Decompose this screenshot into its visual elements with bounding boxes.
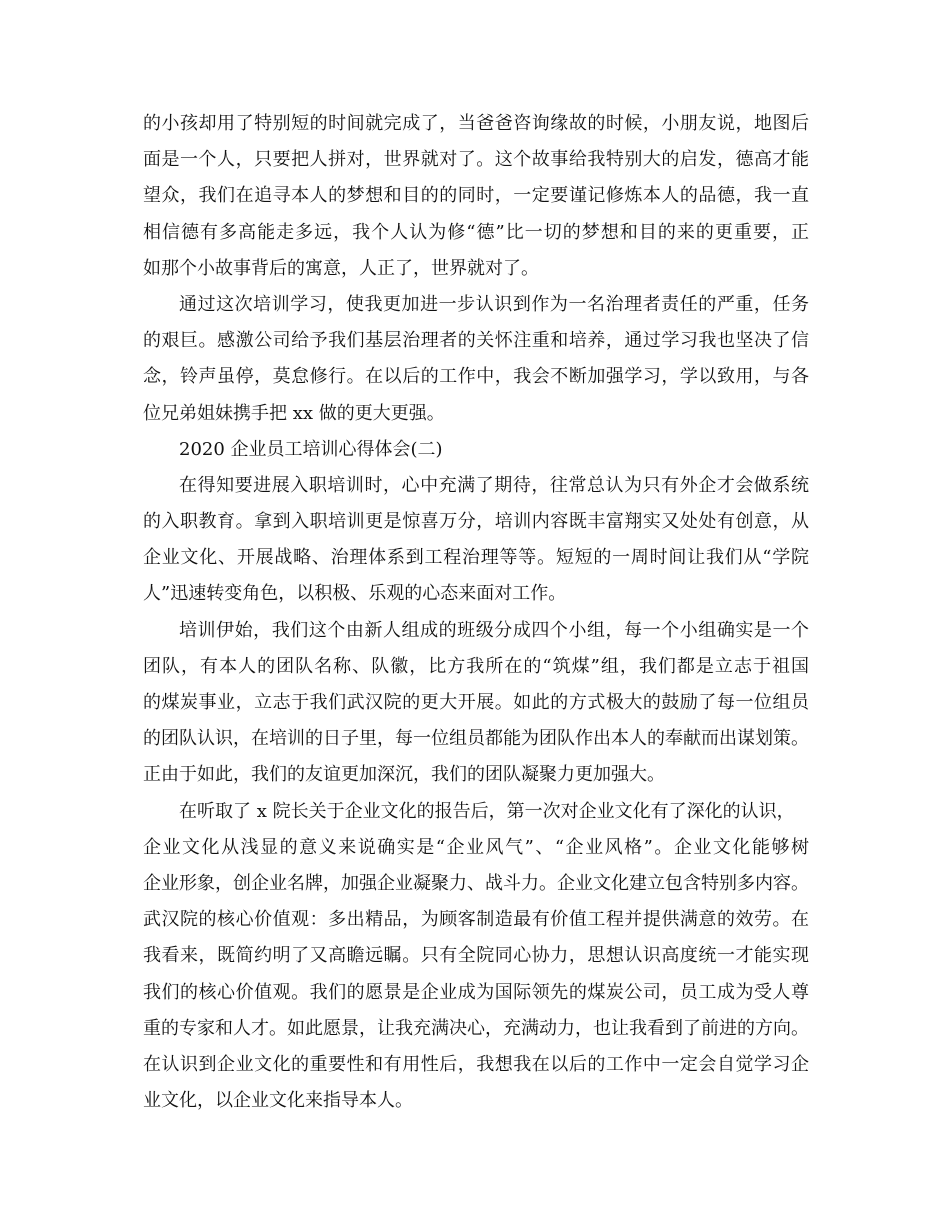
paragraph-5-line-7: 重的专家和人才。如此愿景，让我充满决心，充满动力，也让我看到了前进的方向。 <box>143 1017 809 1039</box>
paragraph-5-line-3: 企业形象，创企业名牌，加强企业凝聚力、战斗力。企业文化建立包含特别多内容。 <box>143 872 809 894</box>
paragraph-4-line-3: 的煤炭事业，立志于我们武汉院的更大开展。如此的方式极大的鼓励了每一位组员 <box>143 692 809 713</box>
paragraph-2-line-1: 通过这次培训学习，使我更加进一步认识到作为一名治理者责任的严重，任务 <box>179 293 809 315</box>
paragraph-4-line-2: 团队，有本人的团队名称、队徽，比方我所在的“筑煤”组，我们都是立志于祖国 <box>143 655 809 677</box>
paragraph-4-line-4: 的团队认识，在培训的日子里，每一位组员都能为团队作出本人的奉献而出谋划策。 <box>143 728 809 750</box>
paragraph-3-line-1: 在得知要进展入职培训时，心中充满了期待，往常总认为只有外企才会做系统 <box>179 474 809 496</box>
paragraph-5-line-2: 企业文化从浅显的意义来说确实是“企业风气”、“企业风格”。企业文化能够树 <box>143 836 809 858</box>
paragraph-3-line-4: 人”迅速转变角色，以积极、乐观的心态来面对工作。 <box>143 583 567 605</box>
paragraph-5-line-1: 在听取了 x 院长关于企业文化的报告后，第一次对企业文化有了深化的认识， <box>179 800 795 822</box>
paragraph-1-line-1: 的小孩却用了特别短的时间就完成了，当爸爸咨询缘故的时候，小朋友说，地图后 <box>143 113 809 134</box>
paragraph-5-line-4: 武汉院的核心价值观：多出精品，为顾客制造最有价值工程并提供满意的效劳。在 <box>143 909 809 931</box>
paragraph-3-line-2: 的入职教育。拿到入职培训更是惊喜万分，培训内容既丰富翔实又处处有创意，从 <box>143 511 809 533</box>
paragraph-5-line-9: 业文化，以企业文化来指导本人。 <box>143 1090 413 1112</box>
paragraph-1-line-2: 面是一个人，只要把人拼对，世界就对了。这个故事给我特别大的启发，德高才能 <box>143 149 809 171</box>
section-heading: 2020 企业员工培训心得体会(二) <box>179 438 443 460</box>
paragraph-3-line-3: 企业文化、开展战略、治理体系到工程治理等等。短短的一周时间让我们从“学院 <box>143 547 809 569</box>
paragraph-5-line-6: 我们的核心价值观。我们的愿景是企业成为国际领先的煤炭公司，员工成为受人尊 <box>143 981 809 1003</box>
paragraph-2-line-3: 念，铃声虽停，莫怠修行。在以后的工作中，我会不断加强学习，学以致用，与各 <box>143 366 809 388</box>
paragraph-4-line-1: 培训伊始，我们这个由新人组成的班级分成四个小组，每一个小组确实是一个 <box>179 619 809 641</box>
paragraph-2-line-2: 的艰巨。感激公司给予我们基层治理者的关怀注重和培养，通过学习我也坚决了信 <box>143 330 809 352</box>
paragraph-5-line-5: 我看来，既简约明了又高瞻远瞩。只有全院同心协力，思想认识高度统一才能实现 <box>143 945 809 967</box>
paragraph-4-line-5: 正由于如此，我们的友谊更加深沉，我们的团队凝聚力更加强大。 <box>143 764 665 786</box>
document-body <box>143 106 809 1119</box>
paragraph-5-line-8: 在认识到企业文化的重要性和有用性后，我想我在以后的工作中一定会自觉学习企 <box>143 1053 809 1075</box>
paragraph-1-line-5: 如那个小故事背后的寓意，人正了，世界就对了。 <box>143 257 539 279</box>
paragraph-1-line-4: 相信德有多高能走多远，我个人认为修“德”比一切的梦想和目的来的更重要，正 <box>143 221 809 243</box>
paragraph-1-line-3: 望众，我们在追寻本人的梦想和目的的同时，一定要谨记修炼本人的品德，我一直 <box>143 185 809 207</box>
paragraph-2-line-4: 位兄弟姐妹携手把 xx 做的更大更强。 <box>143 402 445 424</box>
